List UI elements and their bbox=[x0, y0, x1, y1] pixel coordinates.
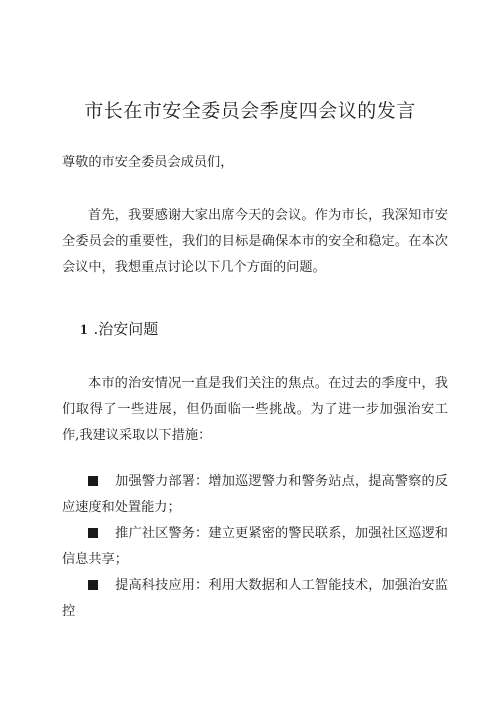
list-item bbox=[62, 573, 448, 625]
section-number: 1 bbox=[80, 322, 88, 338]
list-item-text: 推广社区警务：建立更紧密的警民联系，加强社区巡逻和信息共享； bbox=[62, 526, 448, 567]
section-heading bbox=[80, 318, 158, 339]
square-bullet-icon bbox=[88, 528, 98, 538]
list-item-text: 加强警力部署：增加巡逻警力和警务站点，提高警察的反应速度和处置能力； bbox=[62, 474, 448, 515]
list-item-text: 提高科技应用：利用大数据和人工智能技术，加强治安监控 bbox=[62, 578, 448, 619]
list-item bbox=[62, 469, 448, 521]
square-bullet-icon bbox=[88, 580, 98, 590]
intro-paragraph: 首先，我要感谢大家出席今天的会议。作为市长，我深知市安全委员会的重要性，我们的目标是确保本市的安全和稳定。在本次会议中，我想重点讨论以下几个方面的问题。 bbox=[62, 208, 448, 275]
document-title: 市长在市安全委员会季度四会议的发言 bbox=[84, 100, 416, 122]
square-bullet-icon bbox=[88, 476, 98, 486]
list-item bbox=[62, 521, 448, 573]
section-body: 本市的治安情况一直是我们关注的焦点。在过去的季度中，我们取得了一些进展，但仍面临一些挑战。为了进一步加强治安工作,我建议采取以下措施： bbox=[62, 376, 448, 443]
section-title: .治安问题 bbox=[93, 320, 159, 338]
salutation: 尊敬的市安全委员会成员们， bbox=[62, 155, 234, 170]
